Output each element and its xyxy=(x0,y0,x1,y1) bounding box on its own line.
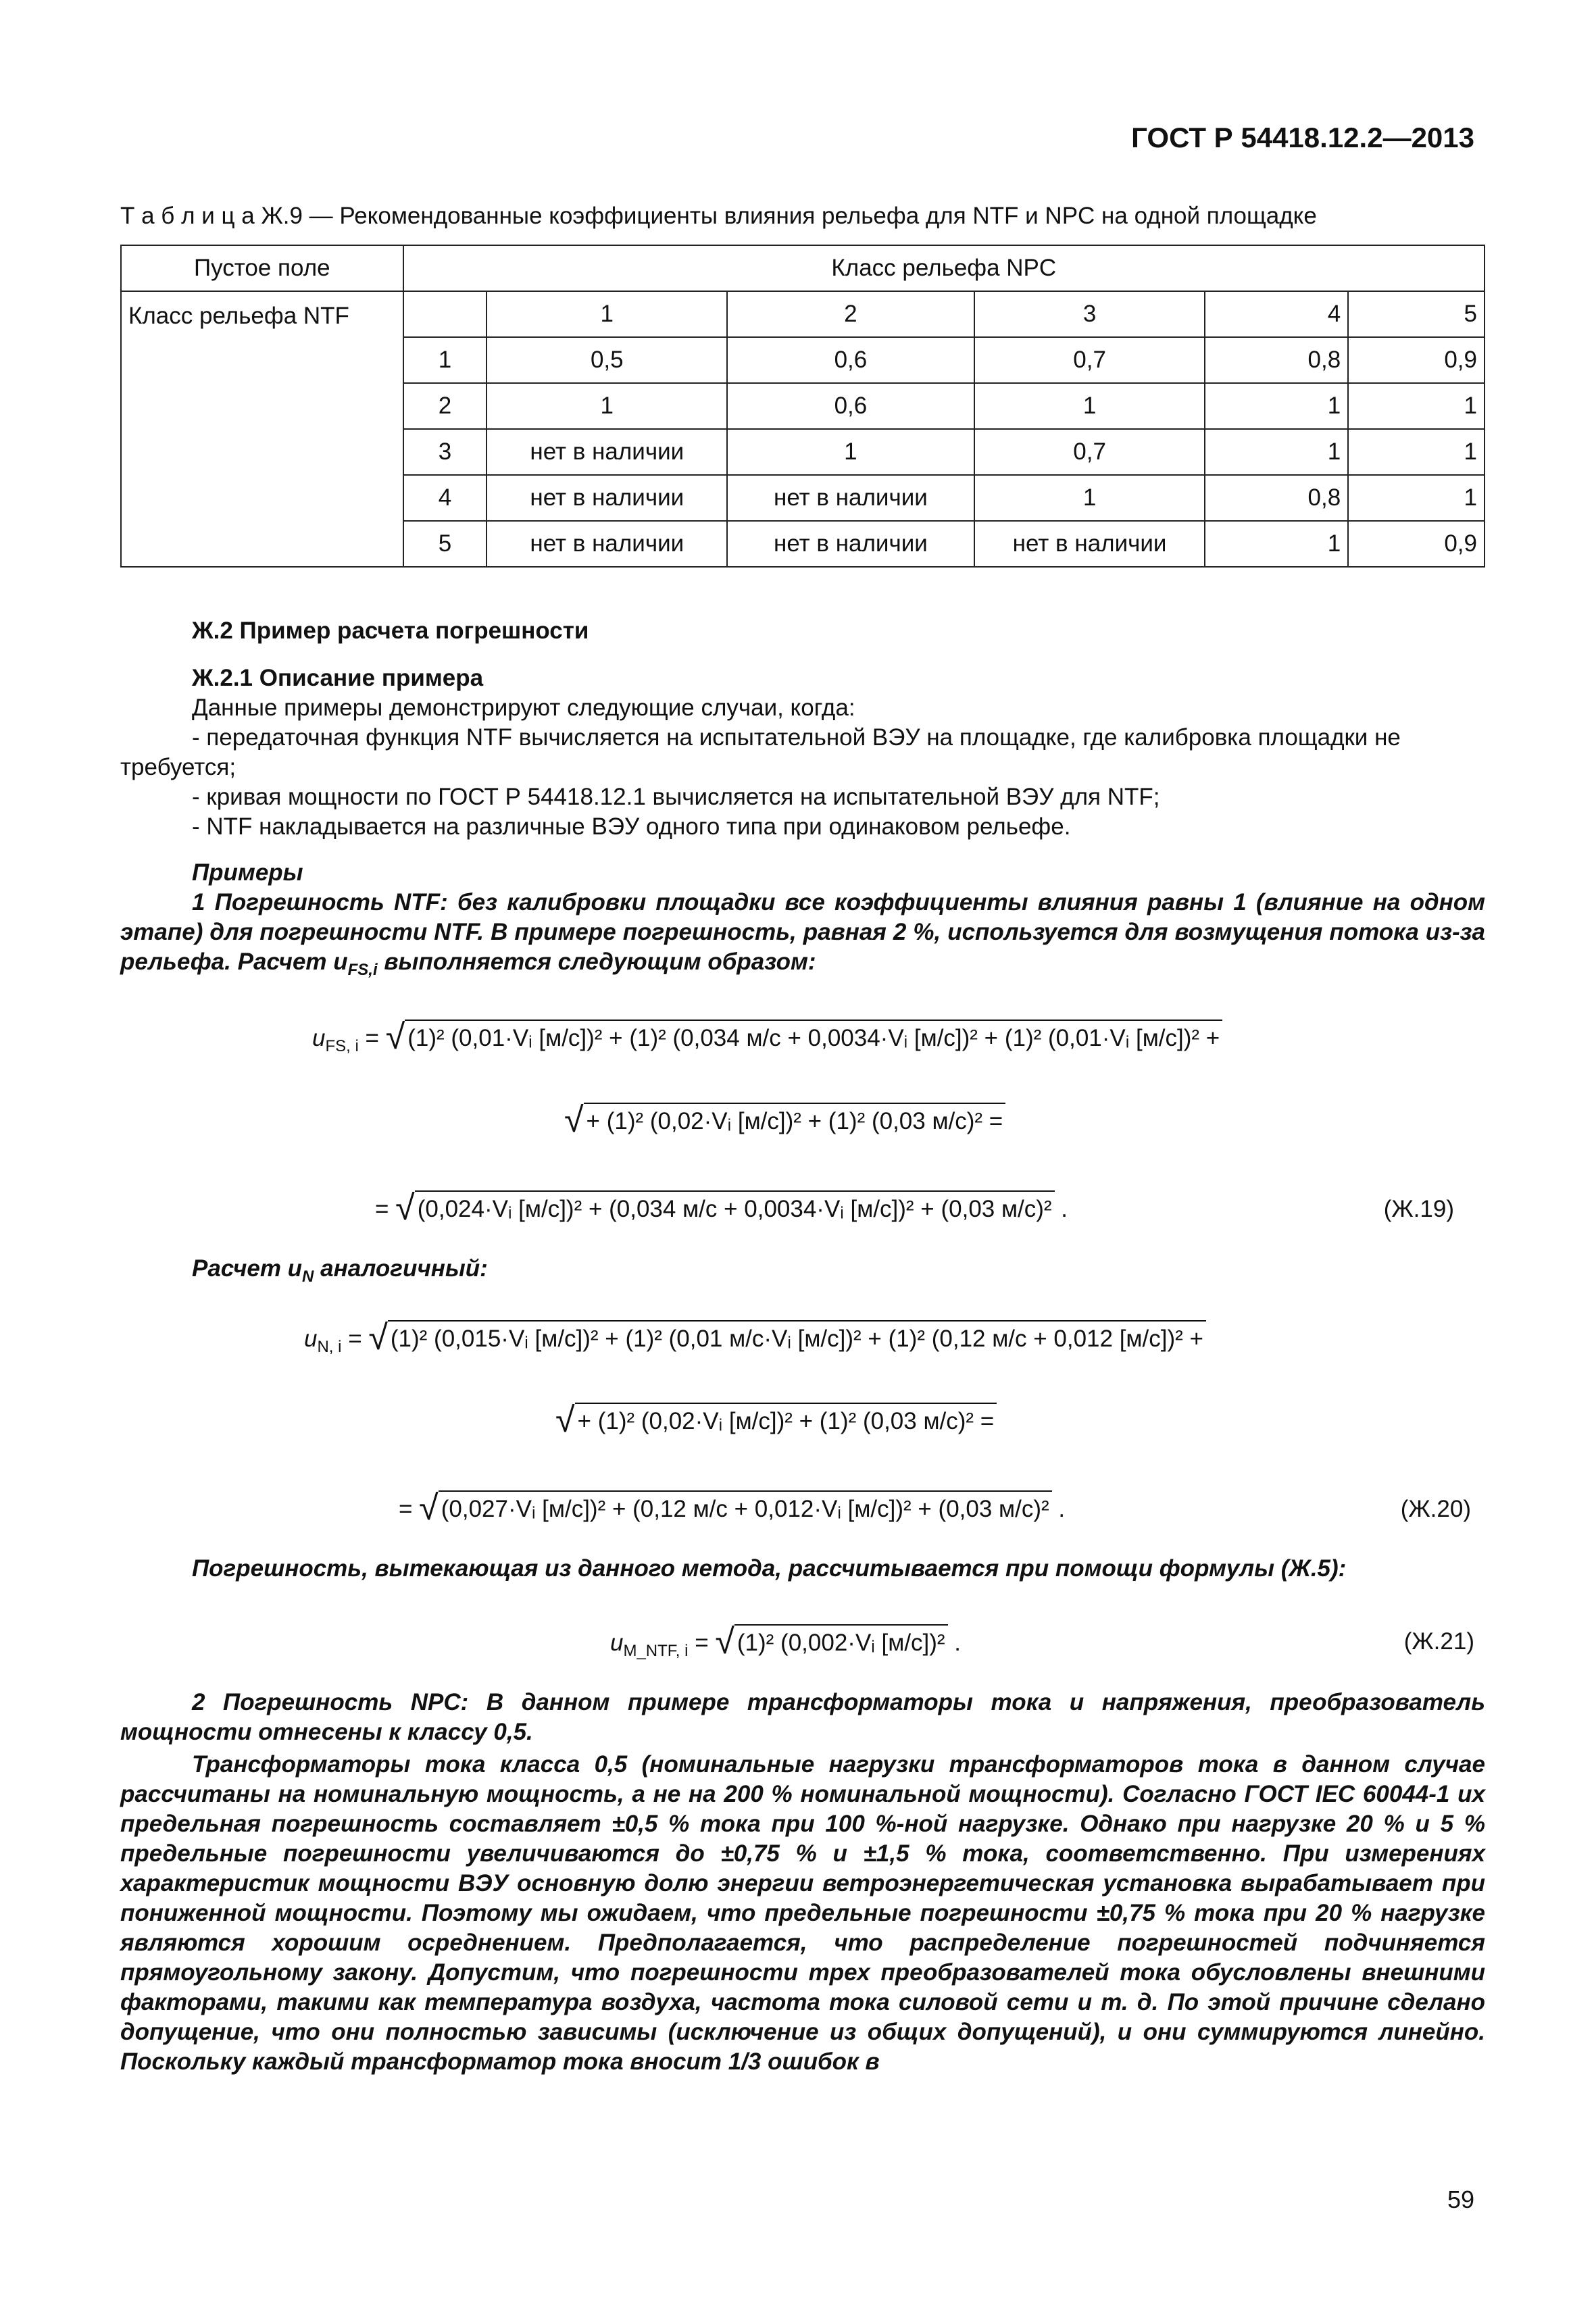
table-cell: 1 xyxy=(1205,521,1348,567)
sqrt-symbol: √ xyxy=(395,1188,415,1228)
sqrt-symbol: √ xyxy=(564,1101,584,1140)
ntf-class-header: Класс рельефа NTF xyxy=(121,291,403,567)
table-cell: 1 xyxy=(1348,475,1485,521)
example-2-text: 2 Погрешность NPC: В данном примере трансформаторы тока и напряжения, преобразователь мощности отнесены к классу 0,5. xyxy=(120,1689,1485,1745)
row-number: 5 xyxy=(403,521,487,567)
intro-text: Данные примеры демонстрируют следующие случаи, когда: xyxy=(192,695,855,721)
empty-field-header: Пустое поле xyxy=(121,245,403,291)
table-cell: 1 xyxy=(974,383,1205,429)
transformers-paragraph: Трансформаторы тока класса 0,5 (номинальные нагрузки трансформаторов тока в данном случае рассчитаны на номинальную мощность, а не на 200 % номинальной мощности). Согласно ГОСТ IEC 60044-1 их предельная погрешность составляет ±0,5 % тока при 100 %-ной нагрузке. Однако при нагрузке 20 % и 5 % предельные погрешности увеличиваются до ±0,75 % и ±1,5 % тока, соответственно. При измерениях характеристик мощности ВЭУ основную долю энергии ветроэнергетическая установка вырабатывает при пониженной мощности. Поэтому мы ожидаем, что предельные погрешности ±0,75 % тока при 20 % нагрузке являются хорошим осреднением. Предполагается, что распределение погрешностей подчиняется прямоугольному закону. Допустим, что погрешности трех преобразователей тока обусловлены внешними факторами, такими как температура воздуха, частота тока силовой сети и т. д. По этой причине сделано допущение, что они полностью зависимы (исключение из общих допущений), и они суммируются линейно. Поскольку каждый трансформатор тока вносит 1/3 ошибок в xyxy=(120,1751,1485,2075)
equation-19-number: (Ж.19) xyxy=(1383,1196,1454,1222)
table-cell: 0,7 xyxy=(974,337,1205,383)
examples-title: Примеры xyxy=(192,859,303,886)
row-number: 1 xyxy=(403,337,487,383)
sqrt-symbol: √ xyxy=(368,1318,388,1357)
table-caption: Т а б л и ц а Ж.9 — Рекомендованные коэффициенты влияния рельефа для NTF и NPC на одной площадке xyxy=(120,203,1317,229)
col-header: 4 xyxy=(1205,291,1348,337)
table-cell: 0,6 xyxy=(727,383,974,429)
equation-20-line-1: $u_{N, i}$ = √ (1)² (0,015·Vᵢ [м/с])² + (1)² (0,01 м/с·Vᵢ [м/с])² + (1)² (0,12 м/с + 0,012 [м/с])² + xyxy=(304,1317,1206,1358)
table-cell: 1 xyxy=(1348,383,1485,429)
equation-20-line-3: = √ (0,027·Vᵢ [м/с])² + (0,12 м/с + 0,012·Vᵢ [м/с])² + (0,03 м/с)² . xyxy=(399,1488,1066,1528)
table-cell: 0,6 xyxy=(727,337,974,383)
table-cell: 1 xyxy=(1205,429,1348,475)
table-row xyxy=(121,291,1485,337)
row-number: 4 xyxy=(403,475,487,521)
table-cell: 0,9 xyxy=(1348,521,1485,567)
sqrt-symbol: √ xyxy=(555,1401,575,1440)
bullet-2: - кривая мощности по ГОСТ Р 54418.12.1 вычисляется на испытательной ВЭУ для NTF; xyxy=(192,784,1160,810)
sqrt-symbol: √ xyxy=(385,1017,405,1057)
coefficients-table xyxy=(120,245,1485,568)
sqrt-symbol: √ xyxy=(419,1488,439,1528)
calc-un-text: Расчет $u_N$ аналогичный: xyxy=(192,1255,488,1286)
npc-class-header: Класс рельефа NPC xyxy=(403,245,1485,291)
equation-19-line-2: √ + (1)² (0,02·Vᵢ [м/с])² + (1)² (0,03 м/с)² = xyxy=(564,1100,1005,1140)
table-cell: 1 xyxy=(487,383,727,429)
equation-20-number: (Ж.20) xyxy=(1400,1496,1471,1522)
subsection-title: Ж.2.1 Описание примера xyxy=(192,665,484,691)
col-header: 3 xyxy=(974,291,1205,337)
table-cell: 1 xyxy=(1205,383,1348,429)
table-cell: 0,8 xyxy=(1205,475,1348,521)
table-cell: 1 xyxy=(727,429,974,475)
table-cell: нет в наличии xyxy=(727,521,974,567)
equation-19-line-3: = √ (0,024·Vᵢ [м/с])² + (0,034 м/с + 0,0034·Vᵢ [м/с])² + (0,03 м/с)² . xyxy=(375,1188,1068,1228)
bullet-1: - передаточная функция NTF вычисляется на испытательной ВЭУ на площадке, где калибровка площадки не требуется; xyxy=(120,724,1401,780)
page-number: 59 xyxy=(1447,2186,1474,2213)
table-cell: нет в наличии xyxy=(487,475,727,521)
table-cell: нет в наличии xyxy=(727,475,974,521)
table-cell: 0,7 xyxy=(974,429,1205,475)
col-header: 5 xyxy=(1348,291,1485,337)
equation-20-line-2: √ + (1)² (0,02·Vᵢ [м/с])² + (1)² (0,03 м/с)² = xyxy=(555,1400,997,1440)
table-cell: нет в наличии xyxy=(487,521,727,567)
equation-19-line-1: $u_{FS, i}$ = √ (1)² (0,01·Vᵢ [м/с])² + (1)² (0,034 м/с + 0,0034·Vᵢ [м/с])² + (1)² (0,01·Vᵢ [м/с])² + xyxy=(312,1017,1222,1057)
table-cell: 0,5 xyxy=(487,337,727,383)
equation-21-number: (Ж.21) xyxy=(1403,1628,1474,1655)
table-cell: нет в наличии xyxy=(974,521,1205,567)
section-title: Ж.2 Пример расчета погрешности xyxy=(192,618,589,644)
example-1-text: 1 Погрешность NTF: без калибровки площадки все коэффициенты влияния равны 1 (влияние на одном этапе) для погрешности NTF. В примере погрешность, равная 2 %, используется для возмущения потока из-за рельефа. Расчет $u_{FS,i}$ выполняется следующим образом: xyxy=(120,889,1485,979)
sqrt-symbol: √ xyxy=(715,1622,734,1661)
method-text: Погрешность, вытекающая из данного метода, рассчитывается при помощи формулы (Ж.5): xyxy=(192,1555,1347,1582)
equation-21: $u_{M\_NTF, i}$ = √ (1)² (0,002·Vᵢ [м/с])² . xyxy=(610,1622,962,1661)
table-header-row xyxy=(121,245,1485,291)
table-cell: нет в наличии xyxy=(487,429,727,475)
table-cell: 1 xyxy=(1348,429,1485,475)
table-cell: 0,8 xyxy=(1205,337,1348,383)
bullet-3: - NTF накладывается на различные ВЭУ одного типа при одинаковом рельефе. xyxy=(192,813,1071,840)
table-cell: 0,9 xyxy=(1348,337,1485,383)
document-header: ГОСТ Р 54418.12.2—2013 xyxy=(1131,122,1474,153)
row-number: 2 xyxy=(403,383,487,429)
table-cell: 1 xyxy=(974,475,1205,521)
row-number: 3 xyxy=(403,429,487,475)
col-header: 2 xyxy=(727,291,974,337)
col-header: 1 xyxy=(487,291,727,337)
